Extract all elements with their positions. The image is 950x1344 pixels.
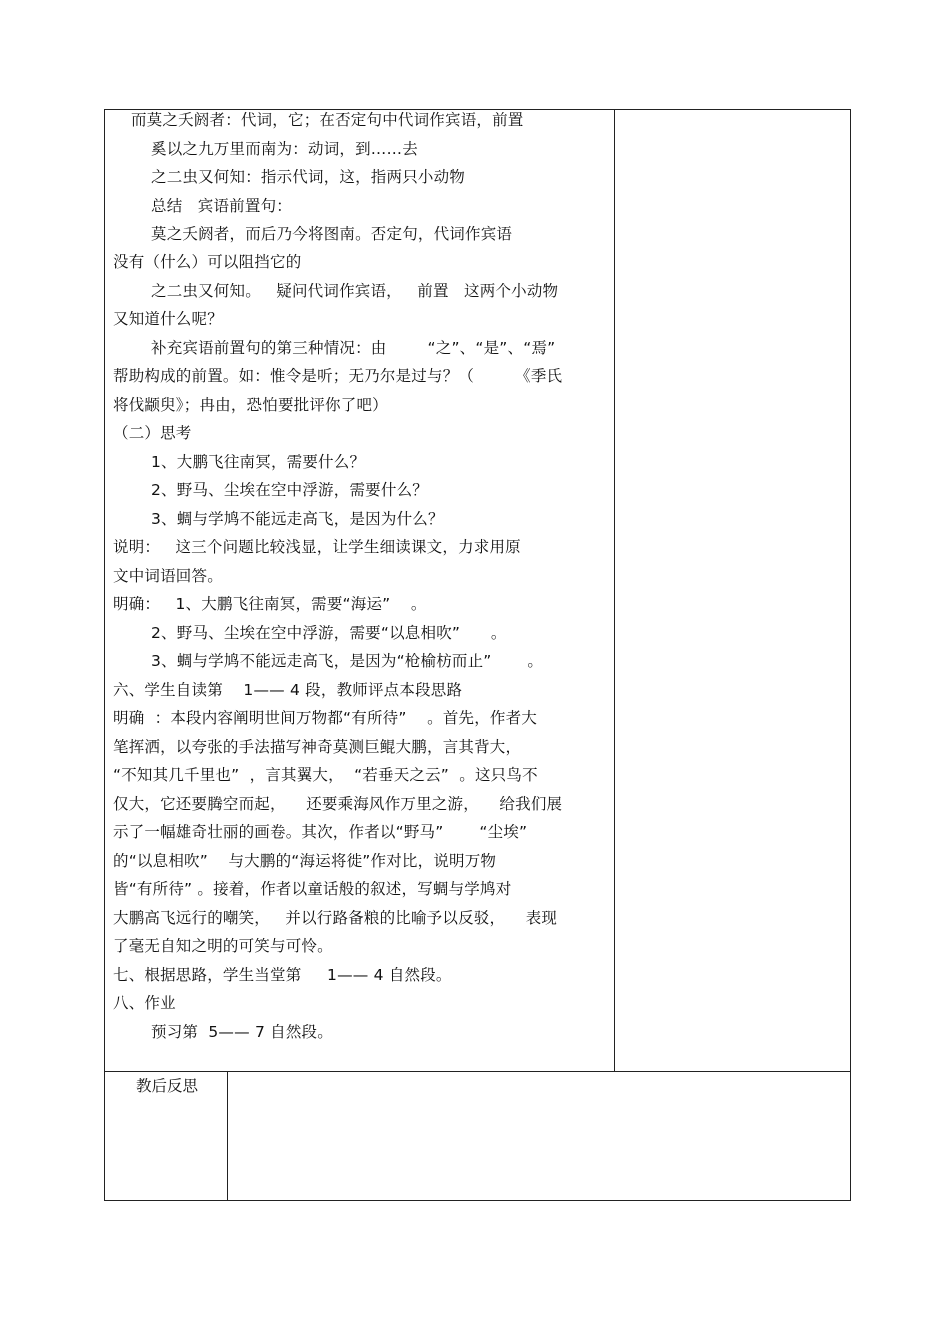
text-line: （二）思考 — [113, 424, 192, 442]
text-line: 明确： 1、大鹏飞往南冥，需要“海运” 。 — [113, 595, 427, 613]
text-line: 补充宾语前置句的第三种情况：由 “之”、“是”、“焉” — [151, 339, 556, 357]
text-line: 总结 宾语前置句： — [151, 197, 292, 215]
text-line: 说明： 这三个问题比较浅显，让学生细读课文，力求用原 — [113, 538, 521, 556]
text-line: 笔挥洒，以夸张的手法描写神奇莫测巨鲲大鹏，言其背大， — [113, 738, 522, 756]
text-line: “不知其几千里也” ，言其翼大， “若垂天之云” 。这只鸟不 — [113, 766, 538, 784]
text-line: 莫之夭阏者，而后乃今将图南。否定句，代词作宾语 — [151, 225, 513, 243]
text-line: 将伐颛臾》；冉由，恐怕要批评你了吧） — [113, 396, 388, 414]
text-line: 1、大鹏飞往南冥，需要什么？ — [151, 453, 366, 471]
reflection-row — [104, 1071, 851, 1201]
text-line: 而莫之夭阏者：代词，它；在否定句中代词作宾语，前置 — [131, 111, 524, 129]
text-line: 之二虫又何知。 疑问代词作宾语， 前置 这两个小动物 — [151, 282, 559, 300]
text-line: 的“以息相吹” 与大鹏的“海运将徙”作对比，说明万物 — [113, 852, 497, 870]
text-line: 示了一幅雄奇壮丽的画卷。其次，作者以“野马” “尘埃” — [113, 823, 528, 841]
text-line: 又知道什么呢？ — [113, 310, 223, 328]
text-line: 了毫无自知之明的可笑与可怜。 — [113, 937, 333, 955]
text-line: 3、蜩与学鸠不能远走高飞，是因为“枪榆枋而止” 。 — [151, 652, 544, 670]
text-line: 没有（什么）可以阻挡它的 — [113, 253, 302, 271]
text-line: 帮助构成的前置。如：惟令是听；无乃尔是过与？（ 《季氏 — [113, 367, 563, 385]
column-divider — [614, 109, 615, 1072]
text-line: 八、作业 — [113, 994, 176, 1012]
text-line: 七、根据思路，学生当堂第 1—— 4 自然段。 — [113, 966, 452, 984]
text-line: 2、野马、尘埃在空中浮游，需要“以息相吹” 。 — [151, 624, 507, 642]
reflection-label: 教后反思 — [136, 1077, 199, 1095]
text-line: 六、学生自读第 1—— 4 段，教师评点本段思路 — [113, 681, 463, 699]
text-line: 仅大，它还要腾空而起， 还要乘海风作万里之游， 给我们展 — [113, 795, 563, 813]
text-line: 3、蜩与学鸠不能远走高飞，是因为什么？ — [151, 510, 444, 528]
text-line: 之二虫又何知：指示代词，这，指两只小动物 — [151, 168, 466, 186]
text-line: 大鹏高飞远行的嘲笑， 并以行路备粮的比喻予以反驳， 表现 — [113, 909, 558, 927]
text-line: 预习第 5—— 7 自然段。 — [151, 1023, 333, 1041]
text-line: 文中词语回答。 — [113, 567, 223, 585]
text-line: 奚以之九万里而南为：动词，到……去 — [151, 140, 418, 158]
reflection-divider — [227, 1071, 228, 1201]
text-line: 2、野马、尘埃在空中浮游，需要什么？ — [151, 481, 428, 499]
text-line: 皆“有所待” 。接着，作者以童话般的叙述，写蜩与学鸠对 — [113, 880, 512, 898]
text-line: 明确 ：本段内容阐明世间万物都“有所待” 。首先，作者大 — [113, 709, 538, 727]
